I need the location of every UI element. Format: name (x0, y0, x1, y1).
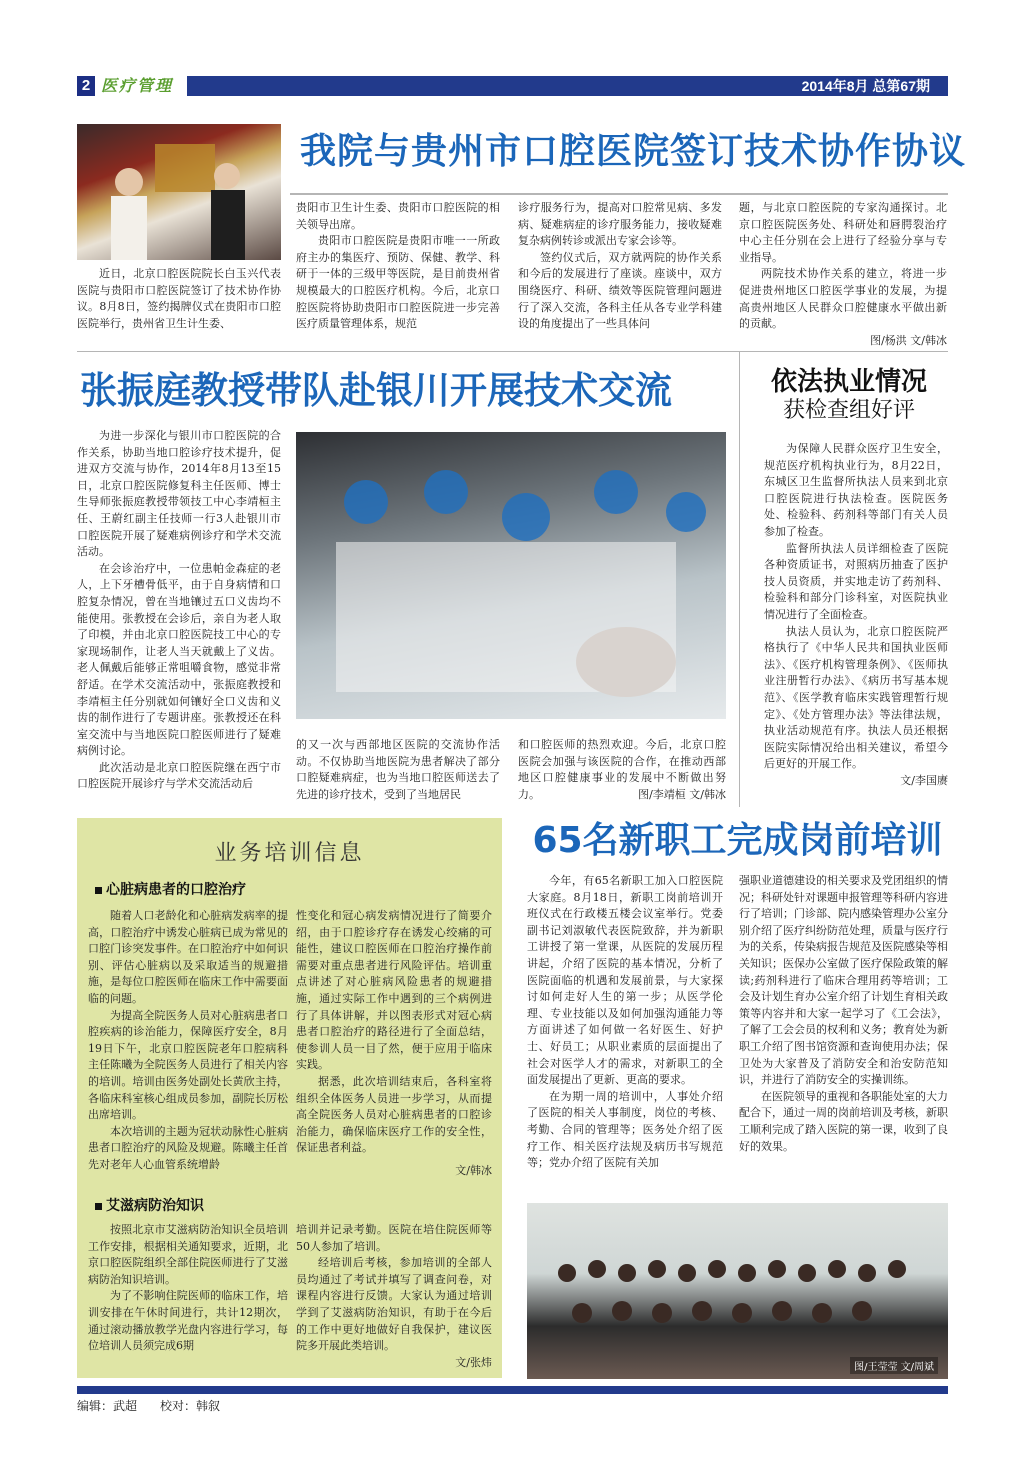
article2-para: 的又一次与西部地区医院的交流协作活动。不仅协助当地医院为患者解决了部分口腔疑难病症，也为当地口腔医师送去了先进的诊疗技术，受到了当地居民 (296, 738, 500, 801)
article1-para: 贵阳市口腔医院是贵阳市唯一一所政府主办的集医疗、预防、保健、教学、科研于一体的三级甲等医院，是目前贵州省规模最大的口腔医疗机构。今后，北京口腔医院将协助贵阳市口腔医院进一步完善医疗质量管理体系，规范 (296, 234, 500, 331)
training-section2-title (95, 1196, 475, 1216)
divider-horizontal-1 (77, 351, 948, 352)
signing-ceremony-photo (77, 124, 281, 260)
article1-para: 签约仪式后，双方就两院的协作关系和今后的发展进行了座谈。座谈中，双方围绕医疗、科研、绩效等医院管理问题进行了深入交流，各科主任从各专业学科建设的角度提出了一些具体问 (518, 250, 722, 331)
article2-col2 (296, 737, 500, 803)
article1-col3 (518, 200, 722, 333)
training-box-title: 业务培训信息 (214, 841, 365, 866)
article1-para: 近日，北京口腔医院院长白玉兴代表医院与贵阳市口腔医院签订了技术协作协议。8月8日，签约揭牌仪式在贵阳市口腔医院举行，贵州省卫生计生委、 (77, 267, 281, 330)
article2-col3 (518, 737, 726, 803)
date-issue: 2014年8月 总第67期 (801, 78, 930, 94)
article2-col1 (77, 428, 281, 793)
footer-editor: 编辑：武超 (77, 1399, 138, 1413)
training-section1-label: 心脏病患者的口腔治疗 (106, 882, 246, 898)
article4-para: 今年，有65名新职工加入口腔医院大家庭。8月18日，新职工岗前培训开班仪式在行政楼五楼会议室举行。党委副书记刘淑敏代表医院致辞，并为新职工讲授了第一堂课，从医院的发展历程讲起，介绍了医院的基本情况，分析了医院面临的机遇和发展前景，与大家探讨如何走好人生的第一步；从医学伦理、专业技能以及如何加强沟通能力等方面讲述了如何做一名好医生、好护士、好员工；从职业素质的层面提出了社会对医学人才的需求，对新职工的全面发展提出了更新、更高的要求。 (527, 874, 723, 1087)
header-bar (187, 76, 948, 96)
article4-para: 在为期一周的培训中，人事处介绍了医院的相关人事制度，岗位的考核、考勤、合同的管理等；医务处介绍了医疗工作、相关医疗法规及病历书写规范等；党办介绍了医院有关加 (527, 1089, 723, 1170)
article3-title: 依法执业情况 (770, 367, 927, 397)
training-para: 性变化和冠心病发病情况进行了简要介绍，由于口腔诊疗存在诱发心绞痛的可能性，建议口腔医师在口腔治疗操作前需要对重点患者进行风险评估。培训重点讲述了对心脏病风险患者的规避措施，通过实际工作中遇到的三个病例进行了具体讲解，并以图表形式对冠心病患者口腔治疗的路径进行了全面总结，使参训人员一目了然，便于应用于临床实践。 (296, 909, 492, 1072)
article2-para: 在会诊治疗中，一位患帕金森症的老人，上下牙槽骨低平，由于自身病情和口腔复杂情况，曾在当地镶过五口义齿均不能使用。张教授在会诊后，亲自为老人取了印模，并由北京口腔医院技工中心的专家现场制作，让老人当天就戴上了义齿。老人佩戴后能够正常咀嚼食物，感觉非常舒适。在学术交流活动中，张振庭教授和李靖桓主任分别就如何镶好全口义齿和义齿的制作进行了专题讲座。张教授还在科室交流中与当地医院口腔医师进行了疑难病例讨论。 (77, 561, 281, 758)
bullet-square-icon (95, 1203, 102, 1210)
article1-para: 两院技术协作关系的建立，将进一步促进贵州地区口腔医学事业的发展，为提高贵州地区人民群众口腔健康水平做出新的贡献。 (739, 267, 947, 331)
article2-credit: 图/李靖桓 文/韩冰 (638, 787, 726, 801)
training-info-box (77, 818, 502, 1378)
clinic-scene-graphic (296, 432, 726, 719)
article1-title: 我院与贵州市口腔医院签订技术协作协议 (300, 131, 967, 172)
training-s1-col2 (296, 908, 492, 1180)
training-para: 为了不影响住院医师的临床工作，培训安排在午休时间进行，共计12期次，通过滚动播放教学光盘内容进行学习，每位培训人员须完成6期 (88, 1289, 288, 1353)
training-para: 为提高全院医务人员对心脏病患者口腔疾病的诊治能力，保障医疗安全，8月19日下午，北京口腔医院老年口腔病科主任陈曦为全院医务人员进行了相关内容的培训。培训由医务处副处长黄欣主持，各临床科室核心组成员参加，副院长厉松出席培训。 (88, 1008, 288, 1122)
article4-col2 (739, 873, 948, 1155)
page-number: 2 (77, 76, 95, 96)
article1-para: 题，与北京口腔医院的专家沟通探讨。北京口腔医院医务处、科研处和唇腭裂治疗中心主任分别在会上进行了经验分享与专业指导。 (739, 201, 947, 264)
training-para: 按照北京市艾滋病防治知识全员培训工作安排，根据相关通知要求，近期，北京口腔医院组织全部住院医师进行了艾滋病防治知识培训。 (88, 1223, 288, 1286)
group-photo (527, 1203, 948, 1379)
article3-body (764, 441, 948, 789)
article1-para: 贵阳市卫生计生委、贵阳市口腔医院的相关领导出席。 (296, 201, 500, 231)
article3-subtitle: 获检查组好评 (782, 398, 915, 423)
training-s2-credit: 文/张炜 (455, 1355, 492, 1369)
article4-para: 在医院领导的重视和各职能处室的大力配合下，通过一周的岗前培训及考核，新职工顺利完成了踏入医院的第一课，收到了良好的效果。 (739, 1089, 948, 1153)
training-para: 据悉，此次培训结束后，各科室将组织全体医务人员进一步学习，从而提高全院医务人员对心脏病患者的口腔诊治能力，确保临床医疗工作的安全性，保证患者利益。 (296, 1074, 492, 1155)
article1-col4 (739, 200, 947, 349)
article1-rule (290, 193, 948, 195)
divider-vertical (739, 352, 740, 807)
article2-para: 此次活动是北京口腔医院继在西宁市口腔医院开展诊疗与学术交流活动后 (77, 760, 281, 791)
footer-proofreader: 校对：韩叙 (160, 1399, 221, 1413)
training-s2-col1 (88, 1222, 288, 1355)
article1-credit: 图/杨洪 文/韩冰 (870, 333, 947, 347)
article3-credit: 文/李国赓 (900, 773, 948, 787)
article4-title: 65名新职工完成岗前培训 (532, 820, 943, 861)
training-s1-credit: 文/韩冰 (455, 1163, 492, 1177)
training-para: 本次培训的主题为冠状动脉性心脏病患者口腔治疗的风险及规避。陈曦主任首先对老年人心血管系统增龄 (88, 1124, 288, 1171)
training-para: 培训并记录考勤。医院在培住院医师等50人参加了培训。 (296, 1223, 492, 1253)
training-section1-title (95, 880, 475, 900)
article2-para: 为进一步深化与银川市口腔医院的合作关系，协助当地口腔诊疗技术提升，促进双方交流与协作，2014年8月13至15日，北京口腔医院修复科主任医师、博士生导师张振庭教授带领技工中心李靖桓主任、王蔚红副主任技师一行3人赴银川市口腔医院开展了疑难病例诊疗和学术交流活动。 (77, 429, 281, 559)
article1-col1 (77, 266, 281, 332)
training-s2-col2 (296, 1222, 492, 1371)
section-title: 医疗管理 (101, 76, 174, 95)
footer-bar (77, 1386, 948, 1394)
article1-para: 诊疗服务行为，提高对口腔常见病、多发病、疑难病症的诊疗服务能力，接收疑难复杂病例转诊或派出专家会诊等。 (518, 201, 722, 248)
article3-para: 为保障人民群众医疗卫生安全，规范医疗机构执业行为，8月22日，东城区卫生监督所执法人员来到北京口腔医院进行执法检查。医院医务处、检验科、药剂科等部门有关人员参加了检查。 (764, 442, 948, 538)
clinic-exchange-photo (296, 432, 726, 719)
article2-para: 和口腔医师的热烈欢迎。今后，北京口腔医院会加强与该医院的合作，在推动西部地区口腔健康事业的发展中不断做出努力。 (518, 738, 726, 801)
training-para: 经培训后考核，参加培训的全部人员均通过了考试并填写了调查问卷，对课程内容进行反馈。大家认为通过培训学到了艾滋病防治知识，有助于在今后的工作中更好地做好自我保护，建议医院多开展此类培训。 (296, 1256, 492, 1353)
article4-para: 强职业道德建设的相关要求及党团组织的情况；科研处针对课题申报管理等科研内容进行了培训；门诊部、院内感染管理办公室分别介绍了医疗纠纷防范处理，质量与医疗行为的关系，传染病报告规范及医院感染等相关知识；医保办公室做了医疗保险政策的解读;药剂科进行了临床合理用药等培训；工会及计划生育办公室介绍了计划生育相关政策等内容并和大家一起学习了《工会法》，了解了工会会员的权利和义务；教育处为新职工介绍了图书馆资源和查询使用办法；保卫处为大家普及了消防安全和治安防范知识，并进行了消防安全的实操训练。 (739, 874, 948, 1087)
training-s1-col1 (88, 908, 288, 1174)
training-section2-label: 艾滋病防治知识 (106, 1198, 204, 1214)
training-para: 随着人口老龄化和心脏病发病率的提高，口腔治疗中诱发心脏病已成为常见的口腔门诊突发事件。在口腔治疗中如何识别、评估心脏病以及采取适当的规避措施，是每位口腔医师在临床工作中需要面临的问题。 (88, 909, 288, 1005)
ceremony-figures-graphic (77, 124, 281, 260)
article4-col1 (527, 873, 723, 1172)
group-photo-credit: 图/王莹莹 文/周斌 (850, 1357, 938, 1374)
article1-col2 (296, 200, 500, 333)
bullet-square-icon (95, 887, 102, 894)
article3-para: 执法人员认为，北京口腔医院严格执行了《中华人民共和国执业医师法》、《医疗机构管理条例》、《医师执业注册暂行办法》、《病历书写基本规范》、《医学教育临床实践管理暂行规定》、《处方管理办法》等法律法规，执业活动规范有序。执法人员还根据医院实际情况给出相关建议，希望今后更好的开展工作。 (764, 624, 948, 771)
article2-title: 张振庭教授带队赴银川开展技术交流 (80, 369, 672, 412)
group-people-graphic (527, 1203, 948, 1379)
article3-para: 监督所执法人员详细检查了医院各种资质证书，对照病历抽查了医护技人员资质，并实地走访了药剂科、检验科和部分门诊科室，对医院执业情况进行了全面检查。 (764, 541, 948, 621)
